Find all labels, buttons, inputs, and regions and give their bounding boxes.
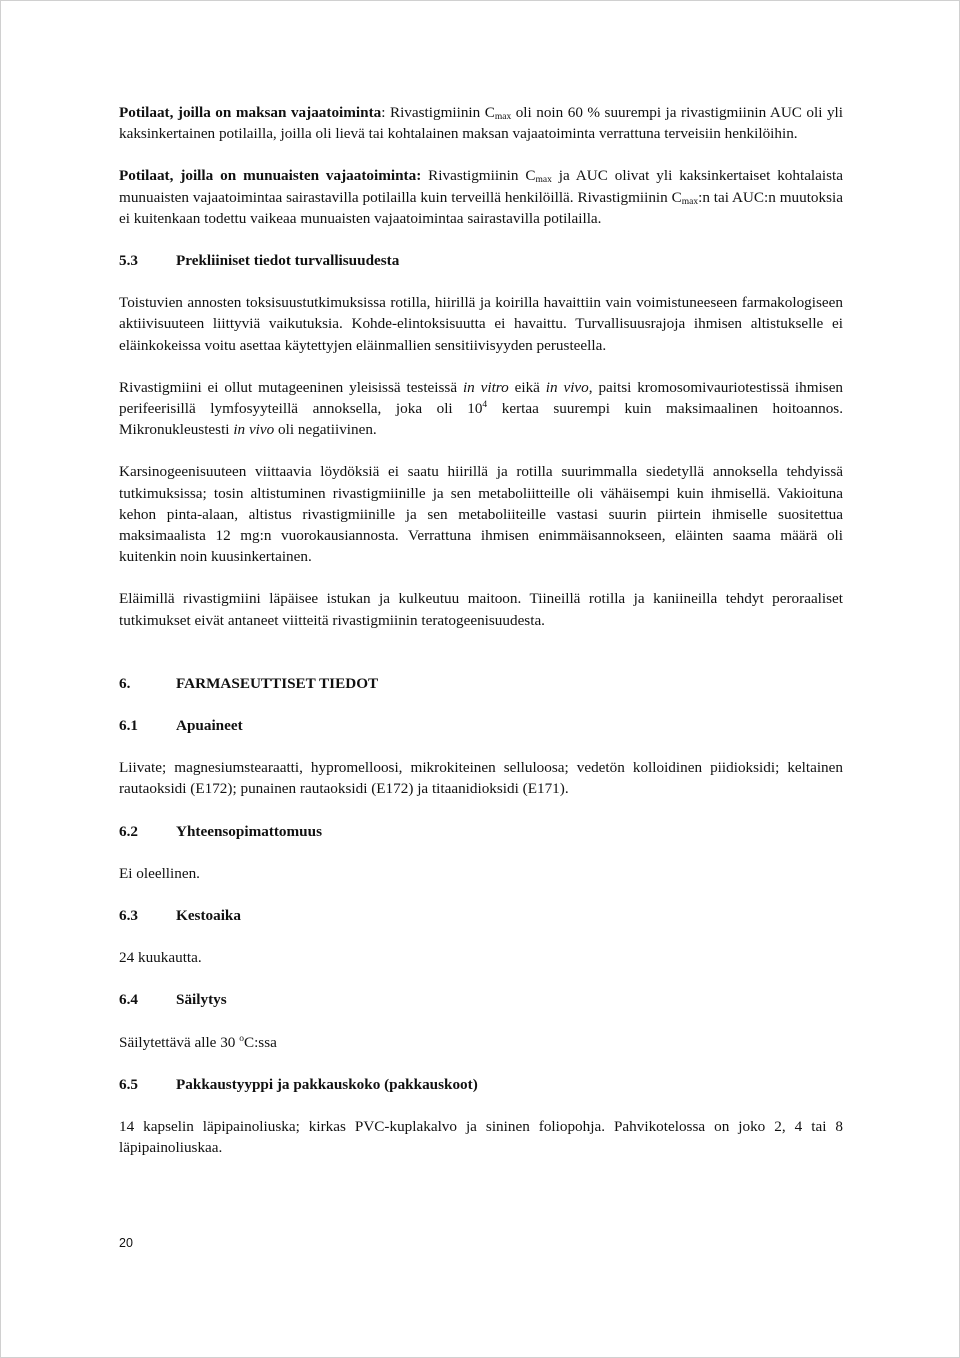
paragraph-toxicity: Toistuvien annosten toksisuustutkimuksissa rotilla, hiirillä ja koirilla havaittiin vain voimistuneeseen farmakologiseen aktiivisuuteen liittyviä vaikutuksia. Kohde-elintoksisuutta ei havaittu. Turvallisuusrajoja ihmisen altistukselle ei eläinkokeissa voitu asettaa käytettyjen eläinmallien sensitiivisyyden perusteella. [119,294,843,354]
section-title: Pakkaustyyppi ja pakkauskoko (pakkauskoot) [176,1075,478,1093]
section-heading-6-1 [119,715,843,736]
section-number: 6. [119,674,131,692]
section-number: 5.3 [119,252,138,270]
section-body-6-5: 14 kapselin läpipainoliuska; kirkas PVC-kuplakalvo ja sininen foliopohja. Pahvikotelossa on joko 2, 4 tai 8 läpipainoliuskaa. [119,1118,843,1157]
section-title: Prekliiniset tiedot turvallisuudesta [176,252,400,270]
section-title: Säilytys [176,991,227,1009]
section-body-6-2: Ei oleellinen. [119,864,200,882]
paragraph-mutagenicity: Rivastigmiini ei ollut mutageeninen yleisissä testeissä in vitro eikä in vivo, paitsi kromosomivauriotestissä ihmisen perifeerisillä lymfosyyteillä annoksella, joka oli $10^4$ kertaa suurempi kuin maksimaalinen hoitoannos. Mikronukleustesti in vivo oli negatiivinen. [119,378,844,439]
section-title: Kestoaika [176,907,241,925]
section-number: 6.2 [119,822,138,840]
section-heading-6-2 [119,821,843,842]
page-number: 20 [119,1236,133,1250]
section-title: FARMASEUTTISET TIEDOT [176,674,379,692]
section-heading-6-3 [119,905,843,926]
paragraph-lead: Potilaat, joilla on munuaisten vajaatoiminta: [119,167,422,185]
section-heading-6-5 [119,1074,843,1095]
paragraph-liver-impairment: Potilaat, joilla on maksan vajaatoiminta: Rivastigmiinin $C_{max}$ oli noin 60 % suurempi ja rivastigmiinin AUC oli yli kaksinkertainen potilailla, joilla oli lievä tai kohtalainen maksan vajaatoiminta verrattuna terveisiin henkilöihin. [119,104,843,143]
section-number: 6.5 [119,1075,138,1093]
section-body-6-4: Säilytettävä alle 30 $^o$C:ssa [119,1033,277,1051]
section-number: 6.3 [119,907,138,925]
paragraph-carcinogenicity: Karsinogeenisuuteen viittaavia löydöksiä ei saatu hiirillä ja rotilla suurimmalla siedetyllä annoksella tehdyissä tutkimuksissa; tosin altistuminen rivastigmiinille ja sen metaboliitteille oli vähäisempi kuin ihmisellä. Vakioituna kehon pinta-alaan, altistus rivastigmiinille ja sen metaboliiteille vastasi suurin piirtein ihmiselle suositettua maksimaalista 12 mg:n vuorokausiannosta. Verrattuna ihmisen enimmäisannokseen, eläinten saama määrä oli kuitenkin noin kuusinkertainen. [119,463,843,566]
section-body-6-3: 24 kuukautta. [119,949,202,967]
section-title: Apuaineet [176,717,243,735]
section-title: Yhteensopimattomuus [176,822,322,840]
paragraph-placenta: Eläimillä rivastigmiini läpäisee istukan ja kulkeutuu maitoon. Tiineillä rotilla ja kaniineilla tehdyt peroraaliset tutkimukset eivät antaneet viitteitä rivastigmiinin teratogeenisuudesta. [119,590,843,629]
section-heading-6 [119,673,843,694]
section-heading-5-3 [119,250,843,271]
section-number: 6.1 [119,717,138,735]
document-body [119,102,843,1180]
paragraph-kidney-impairment: Potilaat, joilla on munuaisten vajaatoiminta: Rivastigmiinin $C_{max}$ ja AUC olivat yli kaksinkertaiset kohtalaista munuaisten vajaatoimintaa sairastavilla potilailla kuin terveillä henkilöillä. Rivastigmiinin $C_{max}:n$ tai AUC:n muutoksia ei kuitenkaan todettu vaikeaa munuaisten vajaatoimintaa sairastavilla potilailla. [119,167,843,227]
section-number: 6.4 [119,991,138,1009]
section-heading-6-4 [119,989,843,1010]
section-body-6-1: Liivate; magnesiumstearaatti, hypromelloosi, mikrokiteinen selluloosa; vedetön kolloidinen piidioksidi; keltainen rautaoksidi (E172); punainen rautaoksidi (E172) ja titaanidioksidi (E171). [119,759,843,798]
paragraph-lead: Potilaat, joilla on maksan vajaatoiminta [119,104,382,121]
